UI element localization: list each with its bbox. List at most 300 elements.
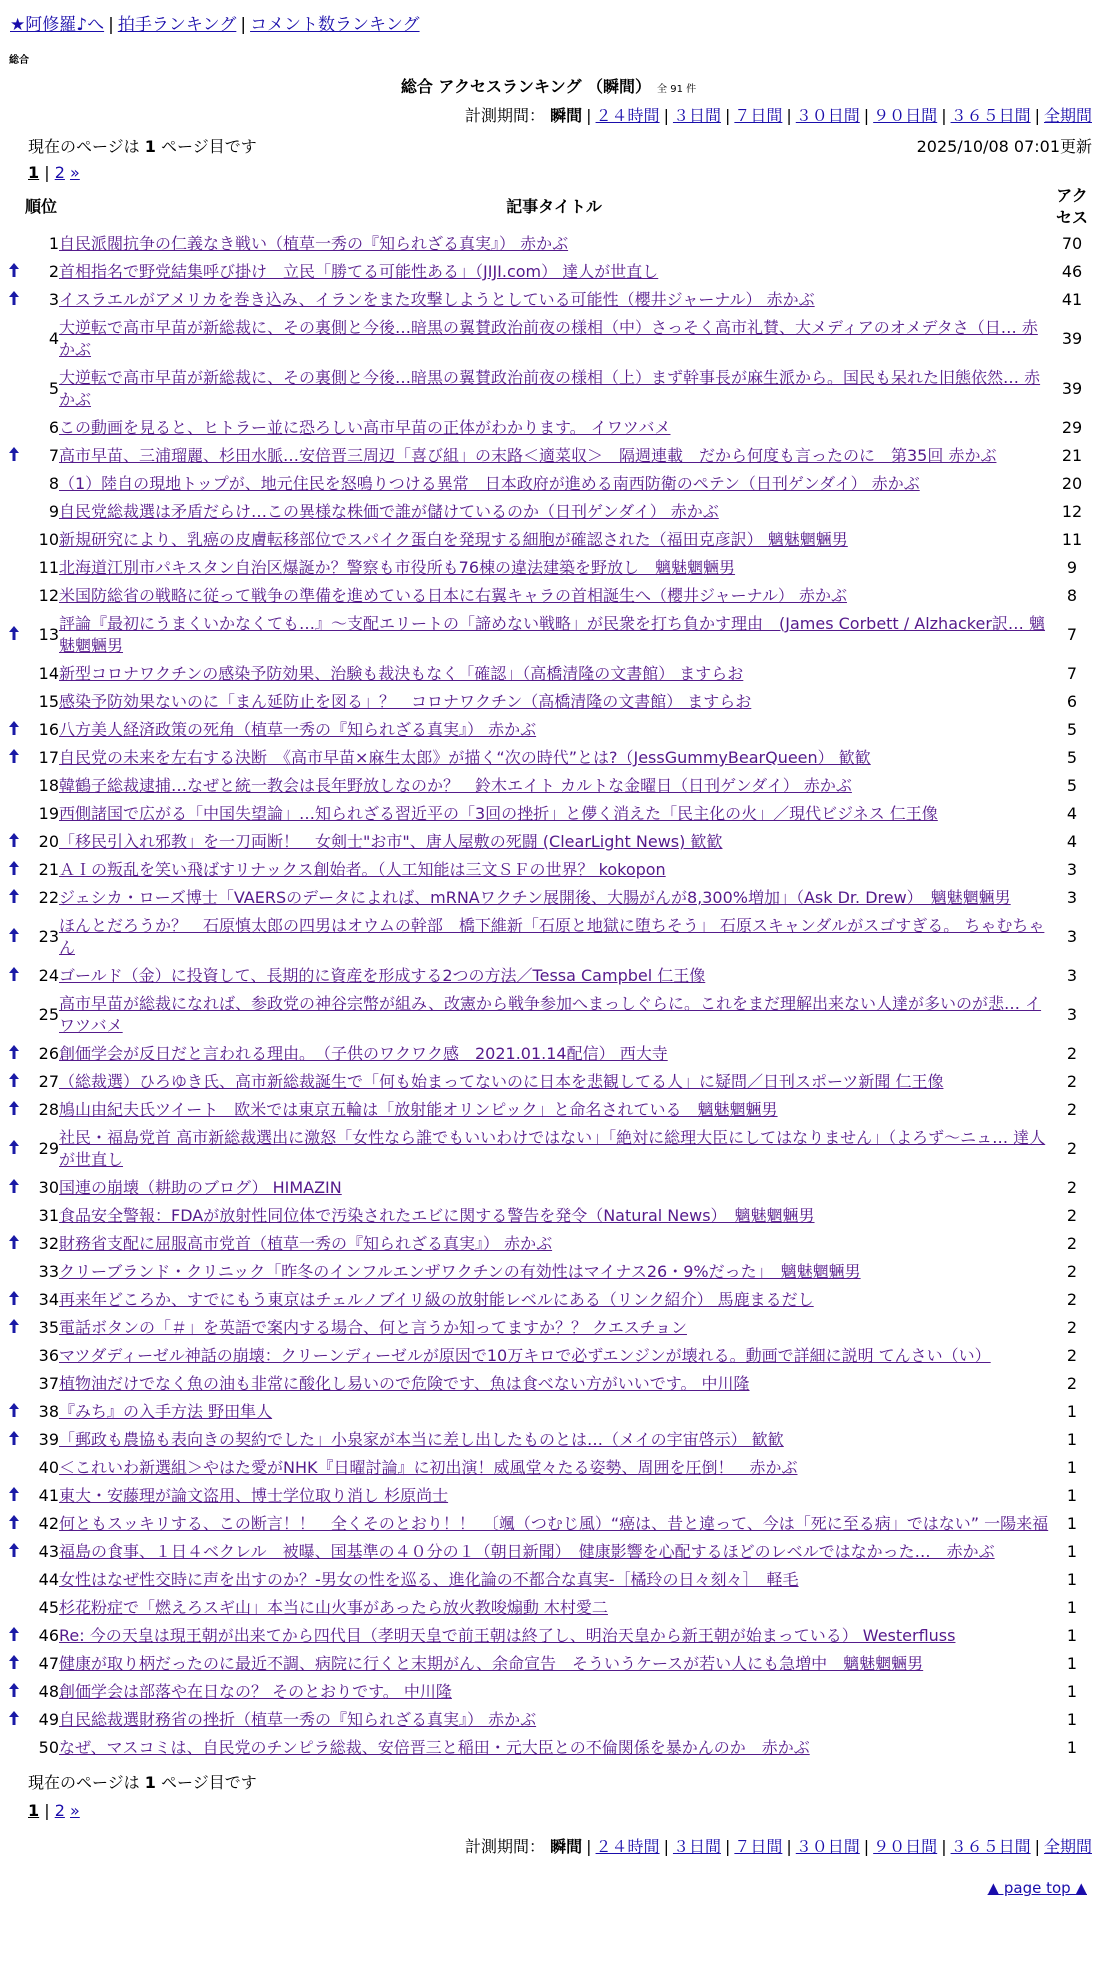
article-link[interactable]: 自民総裁選財務省の挫折（植草一秀の『知られざる真実』） 赤かぶ bbox=[59, 1710, 537, 1729]
period-separator: | bbox=[1034, 1837, 1040, 1856]
title-cell bbox=[59, 582, 1049, 610]
rank-number: 12 bbox=[38, 586, 59, 605]
title-cell bbox=[59, 1510, 1049, 1538]
article-link[interactable]: イスラエルがアメリカを巻き込み、イランをまた攻撃しようとしている可能性（櫻井ジャーナル） 赤かぶ bbox=[59, 290, 815, 309]
up-arrow-icon bbox=[9, 1430, 19, 1449]
article-link[interactable]: 「郵政も農協も表向きの契約でした」小泉家が本当に差し出したものとは…（メイの宇宙啓示） 歓歓 bbox=[59, 1430, 784, 1449]
period-link-4[interactable]: ３０日間 bbox=[795, 106, 860, 125]
table-row bbox=[5, 1202, 1095, 1230]
table-row bbox=[5, 1398, 1095, 1426]
table-row bbox=[5, 414, 1095, 442]
article-link[interactable]: 米国防総省の戦略に従って戦争の準備を進めている日本に右翼キャラの首相誕生へ（櫻井ジャーナル） 赤かぶ bbox=[59, 586, 847, 605]
access-count: 5 bbox=[1066, 776, 1078, 795]
category-label: 総合 bbox=[9, 55, 29, 66]
access-header: アクセス bbox=[1055, 186, 1088, 227]
period-link-2[interactable]: ３日間 bbox=[672, 106, 721, 125]
up-arrow-icon bbox=[9, 927, 19, 946]
title-cell bbox=[59, 314, 1049, 364]
article-link[interactable]: 北海道江別市パキスタン自治区爆誕か？警察も市役所も76棟の違法建築を野放し 魑魅魍魎男 bbox=[59, 558, 736, 577]
up-arrow-icon bbox=[9, 1234, 19, 1253]
rank-number: 33 bbox=[38, 1262, 59, 1281]
rank-number: 20 bbox=[38, 832, 59, 851]
access-count: 70 bbox=[1061, 234, 1083, 253]
table-row bbox=[5, 1096, 1095, 1124]
rank-number: 9 bbox=[48, 502, 59, 521]
table-row bbox=[5, 1314, 1095, 1342]
period-link-3[interactable]: ７日間 bbox=[734, 106, 783, 125]
title-cell bbox=[59, 1594, 1049, 1622]
article-link[interactable]: 再来年どころか、すでにもう東京はチェルノブイリ級の放射能レベルにある（リンク紹介） 馬鹿まるだし bbox=[59, 1290, 814, 1309]
rank-number: 31 bbox=[38, 1206, 59, 1225]
title-cell bbox=[59, 286, 1049, 314]
access-count: 2 bbox=[1066, 1072, 1078, 1091]
access-count: 4 bbox=[1066, 804, 1078, 823]
title-cell bbox=[59, 1342, 1049, 1370]
trend-cell bbox=[5, 1482, 23, 1510]
table-row bbox=[5, 1454, 1095, 1482]
page-status-row bbox=[0, 134, 1097, 157]
access-count: 8 bbox=[1066, 586, 1078, 605]
title-cell bbox=[59, 744, 1049, 772]
article-link[interactable]: 新型コロナワクチンの感染予防効果、治験も裁決もなく「確認」（高橋清隆の文書館） ますらお bbox=[59, 664, 744, 683]
title-cell bbox=[59, 1398, 1049, 1426]
article-link[interactable]: マツダディーゼル神話の崩壊：クリーンディーゼルが原因で10万キロで必ずエンジンが壊れる。動画で詳細に説明 てんさい（い） bbox=[59, 1346, 991, 1365]
ranking-title: 総合 アクセスランキング （瞬間） bbox=[400, 77, 652, 96]
up-arrow-icon bbox=[9, 748, 19, 767]
article-link[interactable]: 自民党総裁選は矛盾だらけ…この異様な株価で誰が儲けているのか（日刊ゲンダイ） 赤かぶ bbox=[59, 502, 719, 521]
next-page-link[interactable]: » bbox=[69, 163, 80, 182]
access-count: 20 bbox=[1061, 474, 1083, 493]
trend-cell bbox=[5, 744, 23, 772]
trend-cell bbox=[5, 230, 23, 258]
rank-number: 14 bbox=[38, 664, 59, 683]
period-selector-bottom bbox=[0, 1834, 1097, 1857]
article-link[interactable]: ゴールド（金）に投資して、長期的に資産を形成する2つの方法／Tessa Campbel 仁王像 bbox=[59, 966, 706, 985]
table-row bbox=[5, 498, 1095, 526]
title-cell bbox=[59, 1706, 1049, 1734]
trend-cell bbox=[5, 1538, 23, 1566]
access-count: 2 bbox=[1066, 1262, 1078, 1281]
arrow-header bbox=[5, 184, 23, 230]
article-link[interactable]: クリーブランド・クリニック「昨冬のインフルエンザワクチンの有効性はマイナス26・9%だった」 魑魅魍魎男 bbox=[59, 1262, 861, 1281]
access-count: 11 bbox=[1061, 530, 1083, 549]
title-cell bbox=[59, 828, 1049, 856]
access-count: 4 bbox=[1066, 832, 1078, 851]
table-row bbox=[5, 610, 1095, 660]
access-count: 1 bbox=[1066, 1430, 1078, 1449]
article-link[interactable]: 新規研究により、乳癌の皮膚転移部位でスパイク蛋白を発現する細胞が確認された（福田克彦訳） 魑魅魍魎男 bbox=[59, 530, 848, 549]
rank-number: 17 bbox=[38, 748, 59, 767]
article-link[interactable]: 食品安全警報：FDAが放射性同位体で汚染されたエビに関する警告を発令（Natural News） 魑魅魍魎男 bbox=[59, 1206, 815, 1225]
title-header: 記事タイトル bbox=[506, 197, 602, 216]
period-link-7[interactable]: 全期間 bbox=[1043, 106, 1092, 125]
trend-cell bbox=[5, 582, 23, 610]
article-link[interactable]: この動画を見ると、ヒトラー並に恐ろしい高市早苗の正体がわかります。 イワツバメ bbox=[59, 418, 671, 437]
rank-number: 16 bbox=[38, 720, 59, 739]
rank-number: 10 bbox=[38, 530, 59, 549]
trend-cell bbox=[5, 716, 23, 744]
trend-cell bbox=[5, 1566, 23, 1594]
rank-number: 24 bbox=[38, 966, 59, 985]
trend-cell bbox=[5, 1594, 23, 1622]
trend-cell bbox=[5, 1706, 23, 1734]
article-link[interactable]: （総裁選）ひろゆき氏、高市新総裁誕生で「何も始まってないのに日本を悲観してる人」に疑問／日刊スポーツ新聞 仁王像 bbox=[59, 1072, 944, 1091]
article-link[interactable]: 西側諸国で広がる「中国失望論」…知られざる習近平の「3回の挫折」と儚く消えた「民主化の火」／現代ビジネス 仁王像 bbox=[59, 804, 938, 823]
table-row bbox=[5, 1650, 1095, 1678]
article-link[interactable]: 健康が取り柄だったのに最近不調、病院に行くと末期がん、余命宣告 そういうケースが若い人にも急増中 魑魅魍魎男 bbox=[59, 1654, 924, 1673]
access-count: 3 bbox=[1066, 888, 1078, 907]
period-link-2[interactable]: ３日間 bbox=[672, 1837, 721, 1856]
article-link[interactable]: 社民・福島党首 高市新総裁選出に激怒「女性なら誰でもいいわけではない」「絶対に総理大臣にしてはなりません」（よろず〜ニュ… 達人が世直し bbox=[59, 1128, 1046, 1169]
access-count: 6 bbox=[1066, 692, 1078, 711]
article-link[interactable]: （1）陸自の現地トップが、地元住民を怒鳴りつける異常 日本政府が進める南西防衛のペテン（日刊ゲンダイ） 赤かぶ bbox=[59, 474, 920, 493]
period-link-1[interactable]: ２４時間 bbox=[595, 1837, 660, 1856]
rank-number: 6 bbox=[48, 418, 59, 437]
period-separator: | bbox=[586, 1837, 592, 1856]
trend-cell bbox=[5, 660, 23, 688]
article-link[interactable]: 首相指名で野党結集呼び掛け 立民「勝てる可能性ある」（JIJI.com） 達人が世直し bbox=[59, 262, 659, 281]
access-count: 5 bbox=[1066, 748, 1078, 767]
up-arrow-icon bbox=[9, 1178, 19, 1197]
access-count: 3 bbox=[1066, 860, 1078, 879]
title-cell bbox=[59, 526, 1049, 554]
page-2-link[interactable]: 2 bbox=[54, 163, 65, 182]
access-count: 7 bbox=[1066, 664, 1078, 683]
article-link[interactable]: 国連の崩壊（耕助のブログ） HIMAZIN bbox=[59, 1178, 342, 1197]
article-link[interactable]: 八方美人経済政策の死角（植草一秀の『知られざる真実』） 赤かぶ bbox=[59, 720, 537, 739]
article-link[interactable]: Re: 今の天皇は現王朝が出来てから四代目（孝明天皇で前王朝は終了し、明治天皇から新王朝が始まっている） Westerfluss bbox=[59, 1626, 956, 1645]
up-arrow-icon bbox=[9, 1654, 19, 1673]
table-row bbox=[5, 660, 1095, 688]
table-header bbox=[5, 184, 1095, 230]
table-row bbox=[5, 1426, 1095, 1454]
access-count: 1 bbox=[1066, 1542, 1078, 1561]
rank-number: 42 bbox=[38, 1514, 59, 1533]
home-link[interactable]: ★阿修羅♪へ bbox=[10, 15, 105, 35]
up-arrow-icon bbox=[9, 1318, 19, 1337]
table-row bbox=[5, 1510, 1095, 1538]
period-link-6[interactable]: ３６５日間 bbox=[950, 1837, 1031, 1856]
article-link[interactable]: なぜ、マスコミは、自民党のチンピラ総裁、安倍晋三と稲田・元大臣との不倫関係を暴かんのか 赤かぶ bbox=[59, 1738, 810, 1757]
up-arrow-icon bbox=[9, 262, 19, 281]
rank-number: 3 bbox=[48, 290, 59, 309]
period-separator: | bbox=[941, 106, 947, 125]
trend-cell bbox=[5, 828, 23, 856]
page-top-link[interactable]: ▲ page top ▲ bbox=[987, 1879, 1087, 1897]
rank-number: 37 bbox=[38, 1374, 59, 1393]
up-arrow-icon bbox=[9, 1542, 19, 1561]
access-count: 9 bbox=[1066, 558, 1078, 577]
title-cell bbox=[59, 1650, 1049, 1678]
table-row bbox=[5, 1566, 1095, 1594]
title-cell bbox=[59, 258, 1049, 286]
article-link[interactable]: 創価学会が反日だと言われる理由。 （子供のワクワク感 2021.01.14配信） 西大寺 bbox=[59, 1044, 668, 1063]
rank-number: 36 bbox=[38, 1346, 59, 1365]
rank-number: 15 bbox=[38, 692, 59, 711]
ranking-table bbox=[5, 184, 1095, 1762]
access-count: 1 bbox=[1066, 1570, 1078, 1589]
article-link[interactable]: 自民党の未来を左右する決断 《高市早苗×麻生太郎》が描く“次の時代”とは?（JessGummyBearQueen） 歓歓 bbox=[59, 748, 871, 767]
table-row bbox=[5, 1342, 1095, 1370]
rank-number: 19 bbox=[38, 804, 59, 823]
table-row bbox=[5, 1734, 1095, 1762]
trend-cell bbox=[5, 1314, 23, 1342]
trend-cell bbox=[5, 962, 23, 990]
article-link[interactable]: 電話ボタンの「＃」を英語で案内する場合、何と言うか知ってますか？？ クエスチョン bbox=[59, 1318, 687, 1337]
title-cell bbox=[59, 1286, 1049, 1314]
trend-cell bbox=[5, 258, 23, 286]
period-selector bbox=[0, 103, 1097, 126]
trend-cell bbox=[5, 688, 23, 716]
up-arrow-icon bbox=[9, 625, 19, 644]
article-link[interactable]: ほんとだろうか？ 石原慎太郎の四男はオウムの幹部 橋下維新「石原と地獄に堕ちそう」 石原スキャンダルがスゴすぎる。 ちゃむちゃん bbox=[59, 916, 1045, 957]
trend-cell bbox=[5, 1124, 23, 1174]
title-cell bbox=[59, 1124, 1049, 1174]
title-cell bbox=[59, 442, 1049, 470]
pagination: 1 | 2 » bbox=[28, 163, 80, 182]
table-row bbox=[5, 1594, 1095, 1622]
article-link[interactable]: 「移民引入れ邪教」を一刀両断！ 女剣士"お市"、唐人屋敷の死闘 (ClearLight News) 歓歓 bbox=[59, 832, 723, 851]
total-count: 全 91 件 bbox=[657, 84, 697, 95]
access-count: 21 bbox=[1061, 446, 1083, 465]
access-count: 2 bbox=[1066, 1234, 1078, 1253]
rank-number: 43 bbox=[38, 1542, 59, 1561]
table-row bbox=[5, 828, 1095, 856]
title-cell bbox=[59, 498, 1049, 526]
access-count: 2 bbox=[1066, 1139, 1078, 1158]
title-cell bbox=[59, 1230, 1049, 1258]
access-count: 2 bbox=[1066, 1206, 1078, 1225]
article-link[interactable]: 韓鶴子総裁逮捕…なぜと統一教会は長年野放しなのか？ 鈴木エイト カルトな金曜日（日刊ゲンダイ） 赤かぶ bbox=[59, 776, 852, 795]
trend-cell bbox=[5, 912, 23, 962]
article-link[interactable]: ジェシカ・ローズ博士「VAERSのデータによれば、mRNAワクチン展開後、大腸がんが8,300%増加」（Ask Dr. Drew） 魑魅魍魎男 bbox=[59, 888, 1011, 907]
top-navigation bbox=[0, 0, 1097, 35]
trend-cell bbox=[5, 1622, 23, 1650]
table-row bbox=[5, 258, 1095, 286]
access-count: 3 bbox=[1066, 966, 1078, 985]
rank-number: 26 bbox=[38, 1044, 59, 1063]
article-link[interactable]: 植物油だけでなく魚の油も非常に酸化し易いので危険です、魚は食べない方がいいです。 中川隆 bbox=[59, 1374, 750, 1393]
up-arrow-icon bbox=[9, 1486, 19, 1505]
rank-number: 8 bbox=[48, 474, 59, 493]
article-link[interactable]: 感染予防効果ないのに「まん延防止を図る」？ コロナワクチン（高橋清隆の文書館） ますらお bbox=[59, 692, 752, 711]
access-count: 46 bbox=[1061, 262, 1083, 281]
period-link-6[interactable]: ３６５日間 bbox=[950, 106, 1031, 125]
title-cell bbox=[59, 364, 1049, 414]
period-link-5[interactable]: ９０日間 bbox=[873, 1837, 938, 1856]
period-current: 瞬間 bbox=[550, 106, 583, 125]
table-row bbox=[5, 1286, 1095, 1314]
page-title bbox=[0, 74, 1097, 97]
title-cell bbox=[59, 962, 1049, 990]
trend-cell bbox=[5, 498, 23, 526]
title-cell bbox=[59, 1734, 1049, 1762]
up-arrow-icon bbox=[9, 966, 19, 985]
access-count: 3 bbox=[1066, 1005, 1078, 1024]
page-2-link[interactable]: 2 bbox=[54, 1801, 65, 1820]
article-link[interactable]: 『みち』の入手方法 野田隼人 bbox=[59, 1402, 273, 1421]
access-count: 39 bbox=[1061, 379, 1083, 398]
period-separator: | bbox=[586, 106, 592, 125]
table-row bbox=[5, 1040, 1095, 1068]
rank-number: 44 bbox=[38, 1570, 59, 1589]
article-link[interactable]: 自民派閥抗争の仁義なき戦い（植草一秀の『知られざる真実』） 赤かぶ bbox=[59, 234, 569, 253]
period-separator: | bbox=[1034, 106, 1040, 125]
article-link[interactable]: ＜これいわ新選組＞やはた愛がNHK『日曜討論』に初出演！威風堂々たる姿勢、周囲を圧倒！ 赤かぶ bbox=[59, 1458, 798, 1477]
title-cell bbox=[59, 1482, 1049, 1510]
access-count: 2 bbox=[1066, 1290, 1078, 1309]
rank-number: 46 bbox=[38, 1626, 59, 1645]
article-link[interactable]: ＡＩの叛乱を笑い飛ばすリナックス創始者。（人工知能は三文ＳＦの世界？ kokopon bbox=[59, 860, 666, 879]
rank-number: 27 bbox=[38, 1072, 59, 1091]
trend-cell bbox=[5, 1286, 23, 1314]
table-row bbox=[5, 1622, 1095, 1650]
access-count: 12 bbox=[1061, 502, 1083, 521]
title-cell bbox=[59, 912, 1049, 962]
table-row bbox=[5, 716, 1095, 744]
table-row bbox=[5, 990, 1095, 1040]
table-row bbox=[5, 1068, 1095, 1096]
table-row bbox=[5, 912, 1095, 962]
trend-cell bbox=[5, 364, 23, 414]
article-link[interactable]: 大逆転で高市早苗が新総裁に、その裏側と今後…暗黒の翼賛政治前夜の様相（中）さっそく高市礼賛、大メディアのオメデタさ（日… 赤かぶ bbox=[59, 318, 1038, 359]
article-link[interactable]: 評論『最初にうまくいかなくても…』～支配エリートの「諦めない戦略」が民衆を打ち負かす理由 (James Corbett / Alzhacker訳… 魑魅魍魎男 bbox=[59, 614, 1046, 655]
article-link[interactable]: 高市早苗が総裁になれば、参政党の神谷宗幣が組み、改憲から戦争参加へまっしぐらに。これをまだ理解出来ない人達が多いのが悲… イワツバメ bbox=[59, 994, 1042, 1035]
rank-number: 28 bbox=[38, 1100, 59, 1119]
period-link-1[interactable]: ２４時間 bbox=[595, 106, 660, 125]
article-link[interactable]: 東大・安藤理が論文盗用、博士学位取り消し 杉原尚士 bbox=[59, 1486, 449, 1505]
trend-cell bbox=[5, 1202, 23, 1230]
table-row bbox=[5, 1678, 1095, 1706]
up-arrow-icon bbox=[9, 720, 19, 739]
period-link-7[interactable]: 全期間 bbox=[1043, 1837, 1092, 1856]
up-arrow-icon bbox=[9, 888, 19, 907]
access-count: 1 bbox=[1066, 1682, 1078, 1701]
trend-cell bbox=[5, 1096, 23, 1124]
rank-number: 7 bbox=[48, 446, 59, 465]
title-cell bbox=[59, 1202, 1049, 1230]
period-separator: | bbox=[786, 1837, 792, 1856]
page-top-row bbox=[0, 1879, 1097, 1897]
period-separator: | bbox=[724, 1837, 731, 1856]
access-count: 7 bbox=[1066, 625, 1078, 644]
title-cell bbox=[59, 470, 1049, 498]
period-label: 計測期間： bbox=[465, 1837, 551, 1856]
title-cell bbox=[59, 610, 1049, 660]
trend-cell bbox=[5, 800, 23, 828]
article-link[interactable]: 高市早苗、三浦瑠麗、杉田水脈…安倍晋三周辺「喜び組」の末路＜適菜収＞ 隔週連載 だから何度も言ったのに 第35回 赤かぶ bbox=[59, 446, 997, 465]
clap-ranking-link[interactable]: 拍手ランキング bbox=[117, 15, 237, 35]
title-cell bbox=[59, 1314, 1049, 1342]
title-cell bbox=[59, 1096, 1049, 1124]
article-link[interactable]: 女性はなぜ性交時に声を出すのか？-男女の性を巡る、進化論の不都合な真実-［橘玲の日々刻々］ 軽毛 bbox=[59, 1570, 799, 1589]
period-label: 計測期間： bbox=[465, 106, 551, 125]
nav-separator: | bbox=[108, 15, 114, 35]
article-link[interactable]: 大逆転で高市早苗が新総裁に、その裏側と今後…暗黒の翼賛政治前夜の様相（上）まず幹事長が麻生派から。国民も呆れた旧態依然… 赤かぶ bbox=[59, 368, 1041, 409]
current-page: 1 bbox=[28, 1801, 40, 1820]
up-arrow-icon bbox=[9, 1402, 19, 1421]
article-link[interactable]: 鳩山由紀夫氏ツイート 欧米では東京五輪は「放射能オリンピック」と命名されている 魑魅魍魎男 bbox=[59, 1100, 778, 1119]
title-cell bbox=[59, 688, 1049, 716]
up-arrow-icon bbox=[9, 1514, 19, 1533]
period-separator: | bbox=[724, 106, 731, 125]
table-row bbox=[5, 1124, 1095, 1174]
article-link[interactable]: 創価学会は部落や在日なの？ そのとおりです。 中川隆 bbox=[59, 1682, 452, 1701]
table-row bbox=[5, 230, 1095, 258]
rank-number: 39 bbox=[38, 1430, 59, 1449]
title-cell bbox=[59, 1566, 1049, 1594]
rank-number: 49 bbox=[38, 1710, 59, 1729]
access-count: 1 bbox=[1066, 1402, 1078, 1421]
up-arrow-icon bbox=[9, 290, 19, 309]
article-link[interactable]: 何ともスッキリする、この断言！！ 全くそのとおり！！ 〔颯（つむじ風）“癌は、昔と違って、今は「死に至る病」ではない” 一陽来福 bbox=[59, 1514, 1049, 1533]
rank-number: 21 bbox=[38, 860, 59, 879]
title-cell bbox=[59, 1622, 1049, 1650]
nav-separator: | bbox=[240, 15, 247, 35]
rank-number: 34 bbox=[38, 1290, 59, 1309]
rank-number: 47 bbox=[38, 1654, 59, 1673]
trend-cell bbox=[5, 1454, 23, 1482]
table-row bbox=[5, 800, 1095, 828]
table-row bbox=[5, 314, 1095, 364]
up-arrow-icon bbox=[9, 1626, 19, 1645]
table-row bbox=[5, 1258, 1095, 1286]
trend-cell bbox=[5, 1230, 23, 1258]
up-arrow-icon bbox=[9, 1044, 19, 1063]
period-link-3[interactable]: ７日間 bbox=[734, 1837, 783, 1856]
period-link-5[interactable]: ９０日間 bbox=[873, 106, 938, 125]
rank-number: 48 bbox=[38, 1682, 59, 1701]
access-count: 1 bbox=[1066, 1626, 1078, 1645]
up-arrow-icon bbox=[9, 1682, 19, 1701]
period-link-4[interactable]: ３０日間 bbox=[795, 1837, 860, 1856]
rank-number: 38 bbox=[38, 1402, 59, 1421]
period-separator: | bbox=[941, 1837, 947, 1856]
rank-number: 11 bbox=[38, 558, 59, 577]
trend-cell bbox=[5, 1734, 23, 1762]
article-link[interactable]: 福島の食事、１日４ベクレル 被曝、国基準の４０分の１（朝日新聞） 健康影響を心配するほどのレベルではなかった… 赤かぶ bbox=[59, 1542, 995, 1561]
comment-ranking-link[interactable]: コメント数ランキング bbox=[250, 15, 420, 35]
access-count: 1 bbox=[1066, 1514, 1078, 1533]
rank-number: 22 bbox=[38, 888, 59, 907]
title-cell bbox=[59, 230, 1049, 258]
table-row bbox=[5, 884, 1095, 912]
ranking-rows bbox=[5, 230, 1095, 1762]
trend-cell bbox=[5, 1426, 23, 1454]
article-link[interactable]: 杉花粉症で「燃えろスギ山」本当に山火事があったら放火教唆煽動 木村愛二 bbox=[59, 1598, 608, 1617]
trend-cell bbox=[5, 856, 23, 884]
title-cell bbox=[59, 716, 1049, 744]
table-row bbox=[5, 1538, 1095, 1566]
next-page-link[interactable]: » bbox=[69, 1801, 80, 1820]
article-link[interactable]: 財務省支配に屈服高市党首（植草一秀の『知られざる真実』） 赤かぶ bbox=[59, 1234, 553, 1253]
access-count: 29 bbox=[1061, 418, 1083, 437]
access-count: 3 bbox=[1066, 927, 1078, 946]
access-count: 2 bbox=[1066, 1374, 1078, 1393]
title-cell bbox=[59, 1370, 1049, 1398]
period-separator: | bbox=[786, 106, 792, 125]
up-arrow-icon bbox=[9, 1139, 19, 1158]
table-row bbox=[5, 1174, 1095, 1202]
title-cell bbox=[59, 660, 1049, 688]
trend-cell bbox=[5, 1370, 23, 1398]
trend-cell bbox=[5, 1398, 23, 1426]
trend-cell bbox=[5, 990, 23, 1040]
trend-cell bbox=[5, 554, 23, 582]
trend-cell bbox=[5, 470, 23, 498]
trend-cell bbox=[5, 442, 23, 470]
table-row bbox=[5, 364, 1095, 414]
